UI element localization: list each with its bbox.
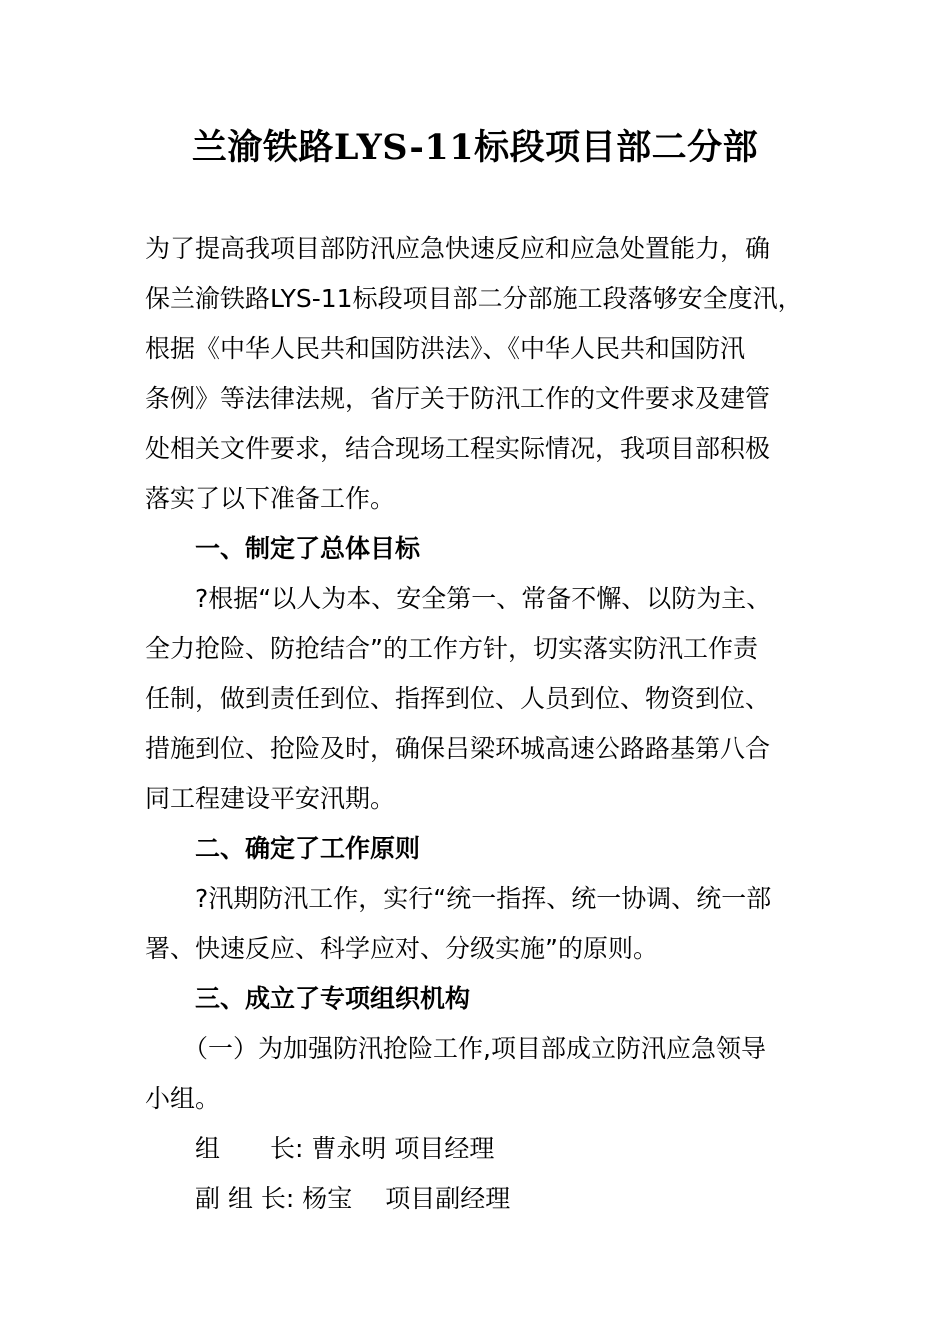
section1-line: 任制，做到责任到位、指挥到位、人员到位、物资到位、 [145,684,771,713]
section1-line: 同工程建设平安汛期。 [145,784,396,813]
intro-line: 保兰渝铁路LYS-11标段项目部二分部施工段落够安全度汛， [145,284,803,313]
deputy-leader-line: 副 组 长: 杨宝 项目副经理 [195,1184,511,1213]
intro-line: 为了提高我项目部防汛应急快速反应和应急处置能力，确 [145,234,771,263]
intro-line: 条例》等法律法规，省厅关于防汛工作的文件要求及建管 [145,384,771,413]
section1-line: ?根据“以人为本、安全第一、常备不懈、以防为主、 [195,584,772,613]
section-heading-2: 二、确定了工作原则 [195,834,421,863]
section2-line: ?汛期防汛工作，实行“统一指挥、统一协调、统一部 [195,884,772,913]
section2-line: 署、快速反应、科学应对、分级实施”的原则。 [145,934,658,963]
section3-line: （一）为加强防汛抢险工作,项目部成立防汛应急领导 [183,1034,766,1063]
intro-line: 根据《中华人民共和国防洪法》、《中华人民共和国防汛 [145,334,746,363]
document-title: 兰渝铁路LYS-11标段项目部二分部 [191,127,759,168]
document-body [145,224,815,1224]
intro-line: 处相关文件要求，结合现场工程实际情况，我项目部积极 [145,434,771,463]
section-heading-3: 三、成立了专项组织机构 [195,984,471,1013]
section1-line: 措施到位、抢险及时，确保吕梁环城高速公路路基第八合 [145,734,771,763]
section1-line: 全力抢险、防抢结合”的工作方针，切实落实防汛工作责 [145,634,758,663]
section-heading-1: 一、制定了总体目标 [195,534,421,563]
intro-line: 落实了以下准备工作。 [145,484,396,513]
section3-line: 小组。 [145,1084,221,1113]
leader-line: 组 长: 曹永明 项目经理 [195,1134,495,1163]
